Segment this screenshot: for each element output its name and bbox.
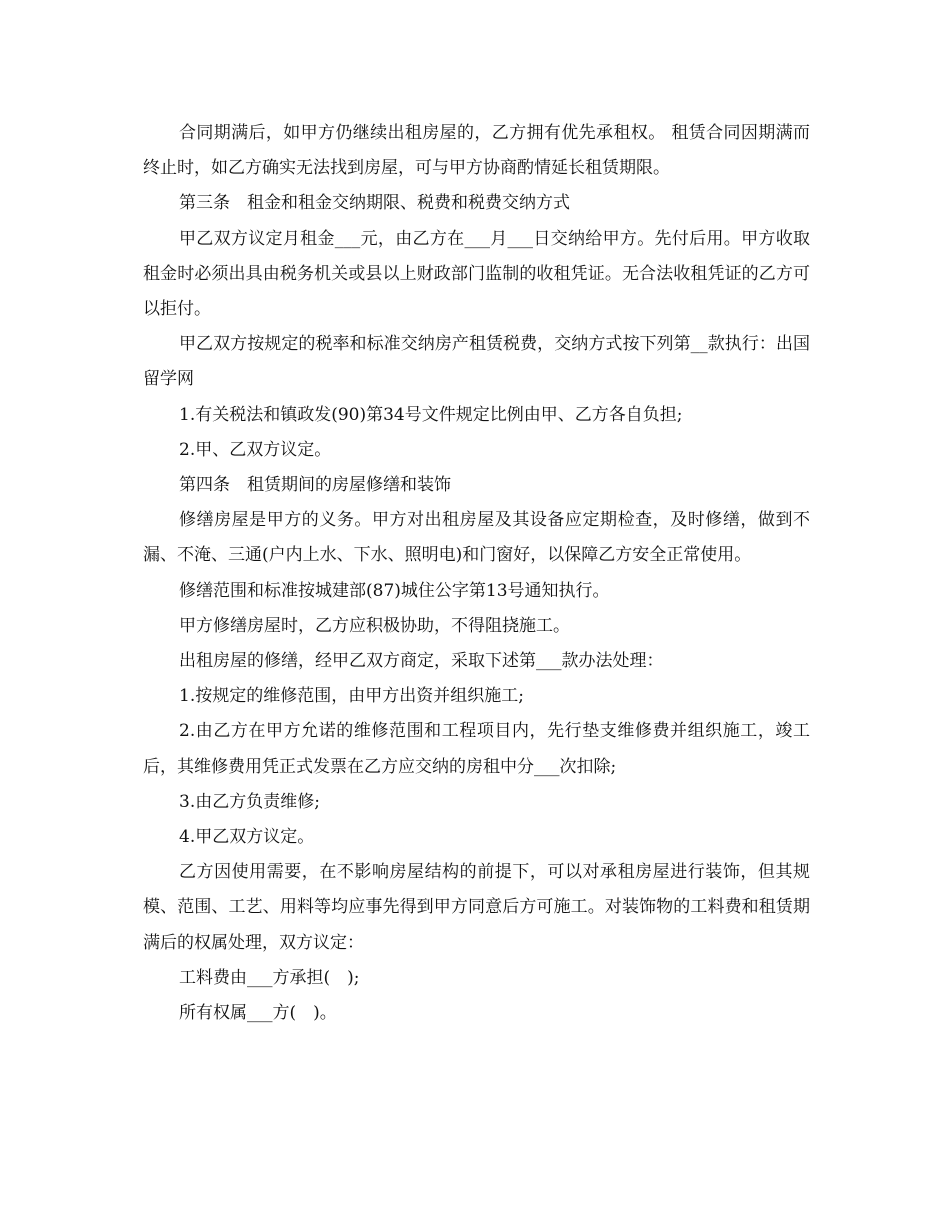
paragraph-monthly-rent: 甲乙双方议定月租金___元，由乙方在___月___日交纳给甲方。先付后用。甲方收取租金时必须出具由税务机关或县以上财政部门监制的收租凭证。无合法收租凭证的乙方可以拒付。 [143,228,810,320]
paragraph-repair-assist: 甲方修缮房屋时，乙方应积极协助，不得阻挠施工。 [179,615,570,636]
heading-article-4: 第四条 租赁期间的房屋修缮和装饰 [179,475,451,496]
paragraph-repair-standard: 修缮范围和标准按城建部(87)城住公字第13号通知执行。 [179,580,610,601]
list-item-tax-2: 2.甲、乙双方议定。 [179,439,332,460]
heading-article-3: 第三条 租金和租金交纳期限、税费和税费交纳方式 [179,193,570,214]
paragraph-ownership: 所有权属___方( )。 [179,1003,337,1024]
paragraph-repair-method: 出租房屋的修缮，经甲乙双方商定，采取下述第___款办法处理： [179,651,664,672]
list-item-repair-1: 1.按规定的维修范围，由甲方出资并组织施工; [179,686,524,707]
paragraph-tax-payment: 甲乙双方按规定的税率和标准交纳房产租赁税费，交纳方式按下列第__款执行：出国留学网 [143,334,810,390]
list-item-tax-1: 1.有关税法和镇政发(90)第34号文件规定比例由甲、乙方各自负担; [179,404,683,425]
paragraph-decoration: 乙方因使用需要，在不影响房屋结构的前提下，可以对承租房屋进行装饰，但其规模、范围、工艺、用料等均应事先得到甲方同意后方可施工。对装饰物的工料费和租赁期满后的权属处理，双方议定： [143,862,810,953]
list-item-repair-3: 3.由乙方负责维修; [179,791,320,812]
paragraph-renewal-priority: 合同期满后，如甲方仍继续出租房屋的，乙方拥有优先承租权。 租赁合同因期满而终止时，如乙方确实无法找到房屋，可与甲方协商酌情延长租赁期限。 [143,123,810,179]
list-item-repair-2: 2.由乙方在甲方允诺的维修范围和工程项目内，先行垫支维修费并组织施工，竣工后，其维修费用凭正式发票在乙方应交纳的房租中分___次扣除; [143,721,810,777]
paragraph-repair-duty: 修缮房屋是甲方的义务。甲方对出租房屋及其设备应定期检查，及时修缮，做到不漏、不淹、三通(户内上水、下水、照明电)和门窗好，以保障乙方安全正常使用。 [143,510,810,566]
document-body [143,116,810,1031]
paragraph-material-cost: 工料费由___方承担( ); [179,967,360,988]
list-item-repair-4: 4.甲乙双方议定。 [179,827,315,848]
